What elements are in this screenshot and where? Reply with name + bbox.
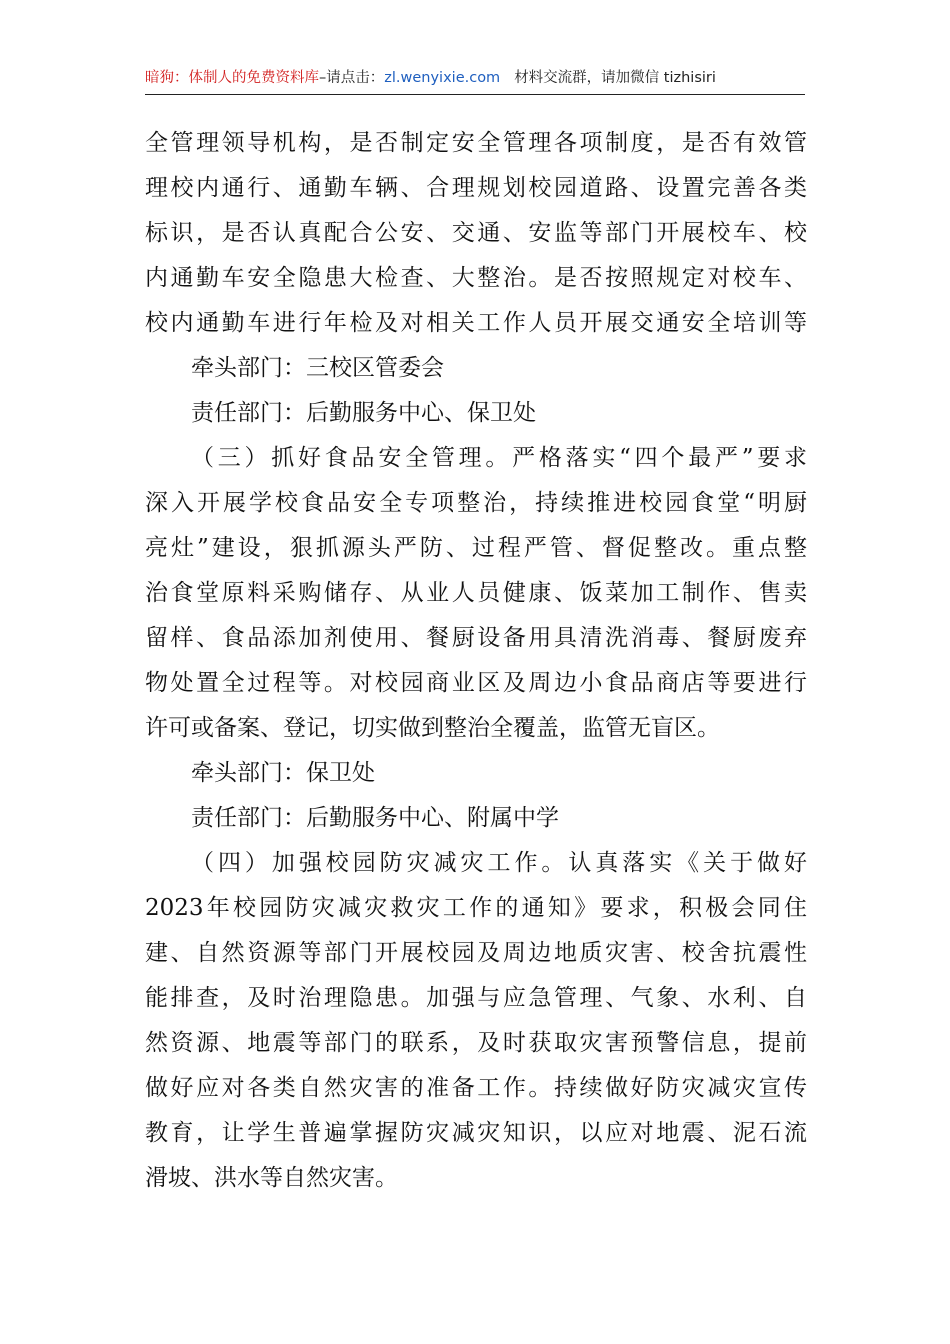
text-line: 建、自然资源等部门开展校园及周边地质灾害、校舍抗震性	[145, 940, 807, 966]
header-link[interactable]: zl.wenyixie.com	[384, 70, 501, 86]
text-line: 做好应对各类自然灾害的准备工作。持续做好防灾减灾宣传	[145, 1075, 807, 1101]
text-line: （三）抓好食品安全管理。严格落实“四个最严”要求	[191, 445, 807, 471]
lead-department-1: 牵头部门：三校区管委会	[191, 355, 444, 381]
text-line: 然资源、地震等部门的联系，及时获取灾害预警信息，提前	[145, 1030, 807, 1056]
text-line: 治食堂原料采购储存、从业人员健康、饭菜加工制作、售卖	[145, 580, 807, 606]
header-site-name: 暗狗：体制人的免费资料库	[145, 70, 319, 86]
text-line: 教育，让学生普遍掌握防灾减灾知识，以应对地震、泥石流	[145, 1120, 807, 1146]
text-line: 物处置全过程等。对校园商业区及周边小食品商店等要进行	[145, 670, 807, 696]
text-line: 亮灶”建设，狠抓源头严防、过程严管、督促整改。重点整	[145, 535, 807, 561]
text-line: 标识，是否认真配合公安、交通、安监等部门开展校车、校	[145, 220, 807, 246]
header-contact: 材料交流群，请加微信 tizhisiri	[514, 70, 716, 86]
lead-department-2: 牵头部门：保卫处	[191, 760, 375, 786]
text-line: 全管理领导机构，是否制定安全管理各项制度，是否有效管	[145, 130, 807, 156]
page-header	[145, 66, 805, 95]
responsible-department-1: 责任部门：后勤服务中心、保卫处	[191, 400, 536, 426]
document-body	[145, 121, 807, 1201]
text-line: 能排查，及时治理隐患。加强与应急管理、气象、水利、自	[145, 985, 807, 1011]
text-line: 内通勤车安全隐患大检查、大整治。是否按照规定对校车、	[145, 265, 807, 291]
text-line: 深入开展学校食品安全专项整治，持续推进校园食堂“明厨	[145, 490, 807, 516]
responsible-department-2: 责任部门：后勤服务中心、附属中学	[191, 805, 559, 831]
text-line: 2023年校园防灾减灾救灾工作的通知》要求，积极会同住	[145, 895, 807, 921]
text-line: 留样、食品添加剂使用、餐厨设备用具清洗消毒、餐厨废弃	[145, 625, 807, 651]
text-line: （四）加强校园防灾减灾工作。认真落实《关于做好	[191, 850, 807, 876]
text-line: 校内通勤车进行年检及对相关工作人员开展交通安全培训等	[145, 310, 807, 336]
header-link-prefix: –请点击：	[319, 70, 385, 86]
text-line: 许可或备案、登记，切实做到整治全覆盖，监管无盲区。	[145, 715, 720, 741]
text-line: 滑坡、洪水等自然灾害。	[145, 1165, 398, 1191]
text-line: 理校内通行、通勤车辆、合理规划校园道路、设置完善各类	[145, 175, 807, 201]
